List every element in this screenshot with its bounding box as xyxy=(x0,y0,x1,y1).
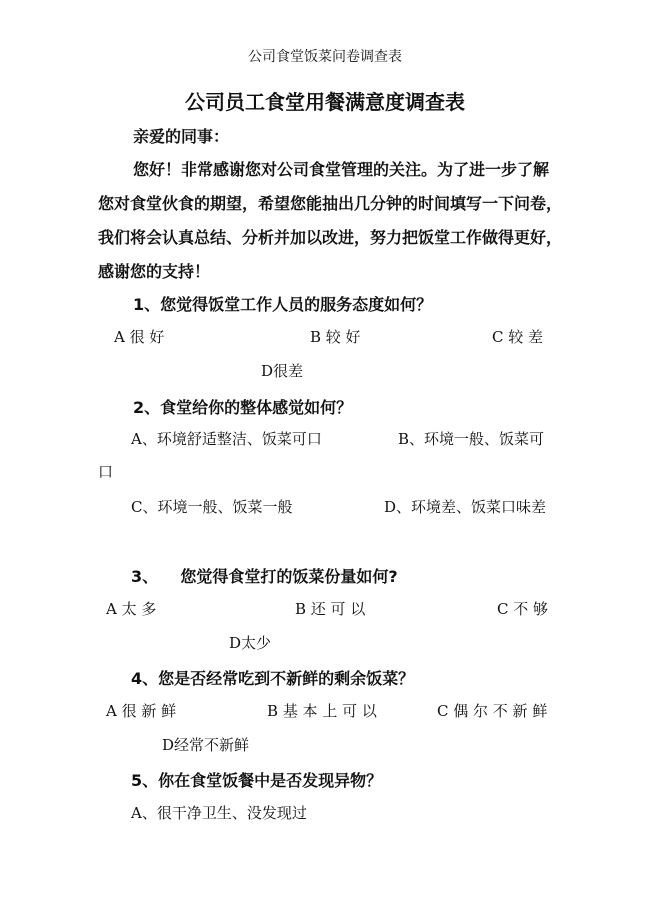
q3-option-d: D太少 xyxy=(229,634,272,652)
q5-option-a: A、很干净卫生、没发现过 xyxy=(131,804,307,822)
q1-option-a: A 很 好 xyxy=(114,328,165,346)
q2-option-c: C、环境一般、饭菜一般 xyxy=(131,498,293,516)
greeting: 亲爱的同事： xyxy=(133,127,230,146)
q4-option-d: D经常不新鲜 xyxy=(162,736,250,754)
question-5: 5、你在食堂饭餐中是否发现异物？ xyxy=(131,771,383,790)
q3-option-b: B 还 可 以 xyxy=(295,600,366,618)
intro-line-2: 您对食堂伙食的期望，希望您能抽出几分钟的时间填写一下问卷， xyxy=(98,194,563,213)
q2-option-a: A、环境舒适整洁、饭菜可口 xyxy=(131,430,322,448)
page-title: 公司员工食堂用餐满意度调查表 xyxy=(185,90,465,114)
q4-option-b: B 基 本 上 可 以 xyxy=(267,702,377,720)
intro-line-1: 您好！非常感谢您对公司食堂管理的关注。为了进一步了解 xyxy=(133,160,550,179)
intro-line-3: 我们将会认真总结、分析并加以改进，努力把饭堂工作做得更好， xyxy=(98,228,563,247)
q2-option-d: D、环境差、饭菜口味差 xyxy=(384,498,547,516)
q3-option-a: A 太 多 xyxy=(106,600,157,618)
q3-option-c: C 不 够 xyxy=(497,600,549,618)
page-header: 公司食堂饭菜问卷调查表 xyxy=(248,49,402,65)
q4-option-c: C 偶 尔 不 新 鲜 xyxy=(437,702,548,720)
question-4: 4、您是否经常吃到不新鲜的剩余饭菜？ xyxy=(131,669,415,688)
question-1: 1、您觉得饭堂工作人员的服务态度如何？ xyxy=(133,295,433,314)
intro-line-4: 感谢您的支持！ xyxy=(98,262,211,281)
question-2: 2、食堂给你的整体感觉如何？ xyxy=(133,398,353,417)
q4-option-a: A 很 新 鲜 xyxy=(106,702,177,720)
q2-option-b-wrap: 口 xyxy=(98,463,114,481)
question-3: 3、 您觉得食堂打的饭菜份量如何? xyxy=(131,567,398,586)
q1-option-d: D很差 xyxy=(261,362,304,380)
q2-option-b: B、环境一般、饭菜可 xyxy=(398,430,545,448)
q1-option-c: C 较 差 xyxy=(492,328,544,346)
q1-option-b: B 较 好 xyxy=(310,328,361,346)
